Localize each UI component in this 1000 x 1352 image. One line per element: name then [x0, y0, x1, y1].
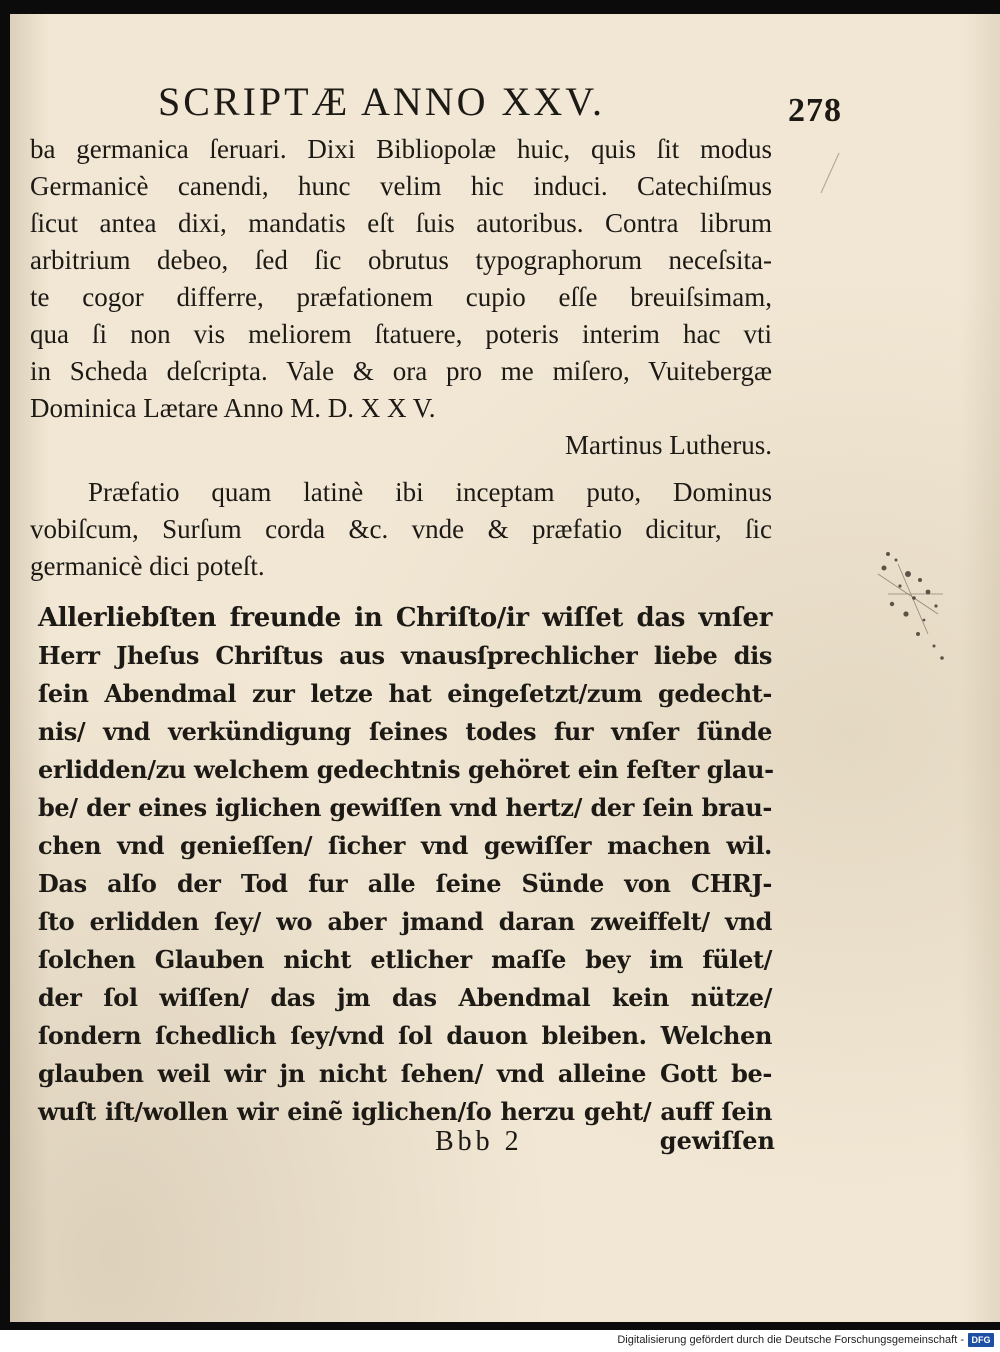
- running-head: SCRIPTÆ ANNO XXV.: [158, 79, 606, 124]
- dfg-logo-text: DFG: [971, 1335, 991, 1345]
- dfg-logo-icon: [968, 1333, 994, 1347]
- german-line: der ſol wiſſen/ das jm das Abendmal kein nütze/: [38, 983, 772, 1012]
- german-line: ſein Abendmal zur letze hat eingeſetzt/zum gedecht-: [38, 679, 772, 708]
- letter-line: ba germanica ſeruari. Dixi Bibliopolæ huic, quis ſit modus: [30, 134, 772, 164]
- german-line: ſondern ſchedlich ſey/vnd ſol dauon bleiben. Welchen: [38, 1021, 772, 1050]
- footer-credit: Digitalisierung gefördert durch die Deutsche Forschungsgemeinschaft -: [617, 1334, 964, 1346]
- preface-paragraph: [30, 474, 772, 585]
- signature: Martinus Lutherus.: [565, 430, 772, 460]
- german-line: Das alſo der Tod fur alle ſeine Sünde von CHRJ-: [38, 869, 772, 898]
- german-line: Herr Jheſus Chriſtus aus vnausſprechlicher liebe dis: [38, 641, 772, 670]
- preface-line: Præfatio quam latinè ibi inceptam puto, Dominus: [88, 477, 772, 507]
- preface-line: vobiſcum, Surſum corda &c. vnde & præfatio dicitur, ſic: [30, 514, 772, 544]
- german-line: wuſt iſt/wollen wir einẽ iglichen/ſo herzu geht/ auff ſein: [38, 1097, 772, 1126]
- german-paragraph: [38, 599, 772, 1131]
- german-line: chen vnd genieſſen/ ſicher vnd gewiſſer machen wil.: [38, 831, 772, 860]
- german-line: erlidden/zu welchem gedechtnis gehöret ein feſter glau-: [38, 755, 774, 784]
- german-line: nis/ vnd verkündigung ſeines todes fur vnſer ſünde: [38, 717, 772, 746]
- preface-line: germanicè dici poteſt.: [30, 551, 265, 581]
- footer-bar: [0, 1330, 1000, 1352]
- catchword: gewiſſen: [659, 1126, 775, 1155]
- ink-stain-icon: [848, 534, 958, 684]
- letter-line: qua ſi non vis meliorem ſtatuere, poteris interim hac vti: [30, 319, 772, 349]
- letter-paragraph: [30, 131, 772, 464]
- page-number: 278: [788, 92, 842, 129]
- german-line: be/ der eines iglichen gewiſſen vnd hertz/ der ſein brau-: [38, 793, 772, 822]
- signature-mark: Bbb 2: [435, 1126, 523, 1157]
- german-line: ſto erlidden ſey/ wo aber jmand daran zweiffelt/ vnd: [38, 907, 772, 936]
- letter-line: te cogor differre, præfationem cupio eſſe breuiſsimam,: [30, 282, 772, 312]
- german-line: ſolchen Glauben nicht etlicher maſſe bey im fület/: [38, 945, 772, 974]
- letter-line: Dominica Lætare Anno M. D. X X V.: [30, 393, 436, 423]
- book-page: [10, 14, 1000, 1322]
- letter-line: Germanicè canendi, hunc velim hic induci. Catechiſmus: [30, 171, 772, 201]
- pencil-mark-icon: [815, 149, 845, 199]
- letter-line: in Scheda deſcripta. Vale & ora pro me miſero, Vuitebergæ: [30, 356, 772, 386]
- letter-line: ſicut antea dixi, mandatis eſt ſuis autoribus. Contra librum: [30, 208, 772, 238]
- german-line: Allerliebſten freunde in Chriſto/ir wiſſet das vnſer: [38, 603, 772, 633]
- letter-line: arbitrium debeo, ſed ſic obrutus typographorum neceſsita-: [30, 245, 772, 275]
- german-line: glauben weil wir jn nicht ſehen/ vnd alleine Gott be-: [38, 1059, 772, 1088]
